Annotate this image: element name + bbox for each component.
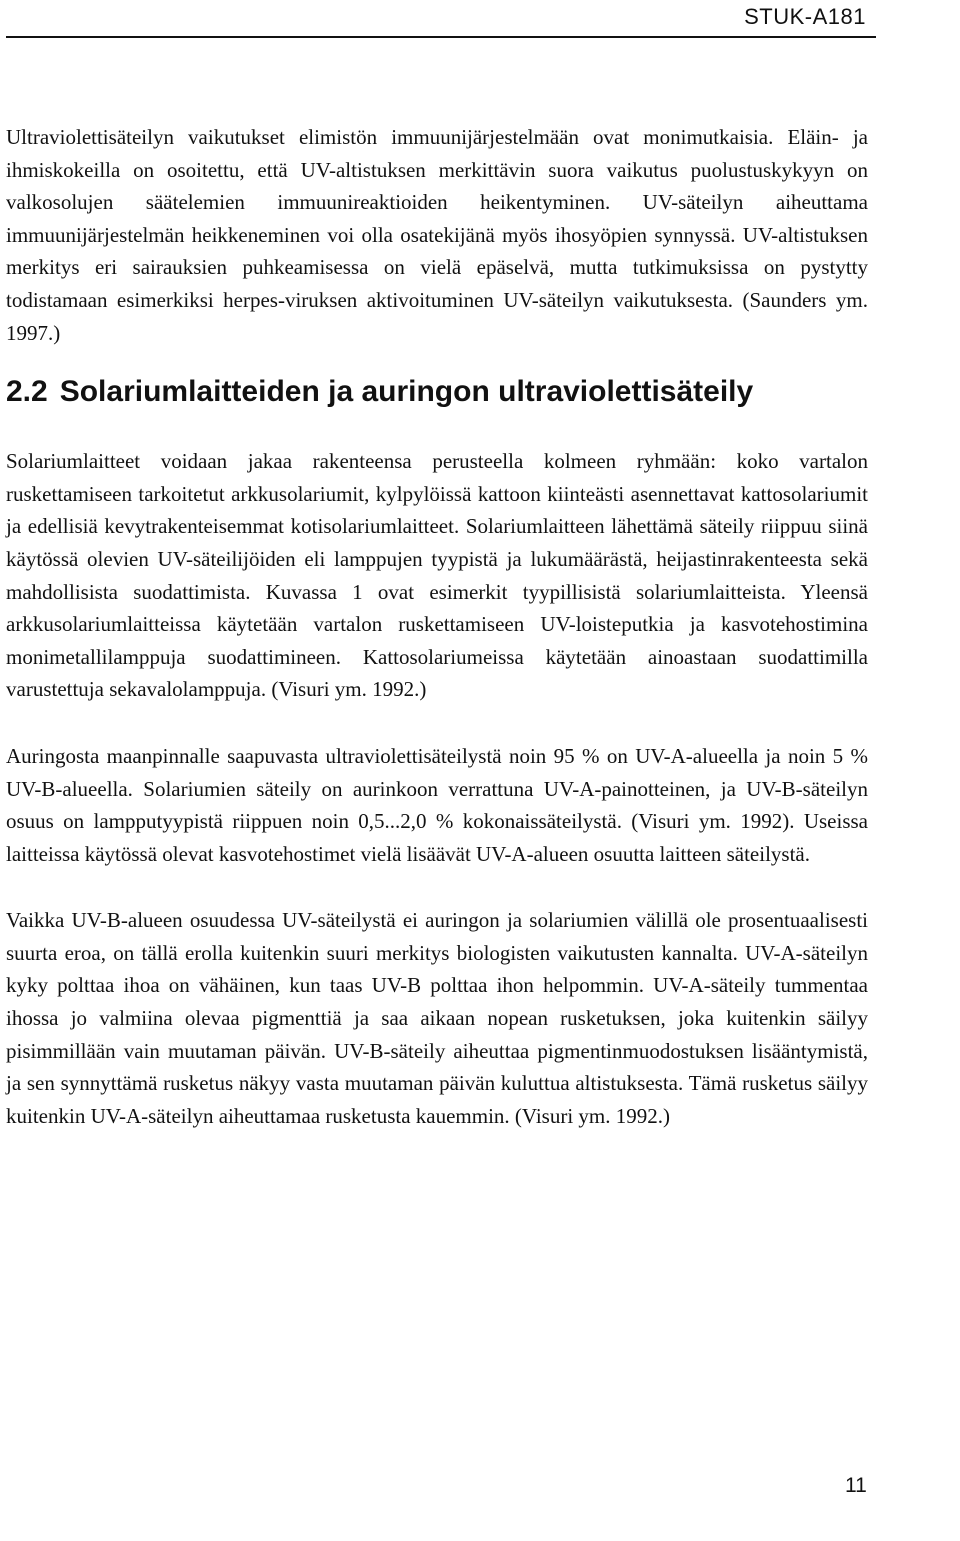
paragraph-solarium-types: Solariumlaitteet voidaan jakaa rakenteensa perusteella kolmeen ryhmään: koko vartalon ruskettamiseen tarkoitetut arkkusolariumit, kylpylöissä kattoon kiinteästi asennettavat kattosolariumit ja edellisiä kevytrakenteisemmat kotisolariumlaitteet. Solariumlaitteen lähettämä säteily riippuu siinä käytössä olevien UV-säteilijöiden eli lamppujen tyypistä ja lukumäärästä, heijastinrakenteesta sekä mahdollisista suodattimista. Kuvassa 1 ovat esimerkit tyypillisistä solariumlaitteista. Yleensä arkkusolariumlaitteissa käytetään vartalon ruskettamiseen UV-loisteputkia ja kasvotehostimina monimetallilamppuja suodattimineen. Kattosolariumeissa käytetään ainoastaan suodattimilla varustettuja sekavalolamppuja. (Visuri ym. 1992.) xyxy=(6,449,868,702)
header-rule xyxy=(6,36,876,38)
section-title: Solariumlaitteiden ja auringon ultraviolettisäteily xyxy=(59,375,754,409)
section-heading xyxy=(6,372,868,412)
document-body xyxy=(6,121,868,1132)
page-number: 11 xyxy=(845,1474,867,1497)
paragraph-uv-composition: Auringosta maanpinnalle saapuvasta ultraviolettisäteilystä noin 95 % on UV-A-alueella ja noin 5 % UV-B-alueella. Solariumien säteily on aurinkoon verrattuna UV-A-painotteinen, ja UV-B-säteilyn osuus on lampputyypistä riippuen noin 0,5...2,0 % kokonaissäteilystä. (Visuri ym. 1992). Useissa laitteissa käytössä olevat kasvotehostimet vielä lisäävät UV-A-alueen osuutta laitteen säteilystä. xyxy=(6,743,868,866)
report-id-label: STUK-A181 xyxy=(744,4,866,29)
section-number: 2.2 xyxy=(6,375,48,409)
paragraph-biological-effects: Vaikka UV-B-alueen osuudessa UV-säteilystä ei auringon ja solariumien välillä ole prosentuaalisesti suurta eroa, on tällä erolla kuitenkin suuri merkitys biologisten vaikutusten kannalta. UV-A-säteilyn kyky polttaa ihoa on vähäinen, kun taas UV-B polttaa ihon helpommin. UV-A-säteily tummentaa ihossa jo valmiina olevaa pigmenttiä ja saa aikaan nopean rusketuksen, joka kuitenkin säilyy pisimmillään vain muutaman päivän. UV-B-säteily aiheuttaa pigmentinmuodostuksen lisääntymistä, ja sen synnyttämä rusketus näkyy vasta muutaman päivän kuluttua altistuksesta. Tämä rusketus säilyy kuitenkin UV-A-säteilyn aiheuttamaa rusketusta kauemmin. (Visuri ym. 1992.) xyxy=(6,908,868,1128)
page-header xyxy=(0,0,960,42)
paragraph-immune-effects: Ultraviolettisäteilyn vaikutukset elimistön immuunijärjestelmään ovat monimutkaisia. Eläin- ja ihmiskokeilla on osoitettu, että UV-altistuksen merkittävin suora vaikutus puolustuskykyyn on valkosolujen säätelemien immuunireaktioiden heikentyminen. UV-säteilyn aiheuttama immuunijärjestelmän heikkeneminen voi olla osatekijänä myös ihosyöpien synnyssä. UV-altistuksen merkitys eri sairauksien puhkeamisessa on vielä epäselvä, mutta tutkimuksissa on pystytty todistamaan esimerkiksi herpes-viruksen aktivoituminen UV-säteilyn vaikutuksesta. (Saunders ym. 1997.) xyxy=(6,125,868,345)
